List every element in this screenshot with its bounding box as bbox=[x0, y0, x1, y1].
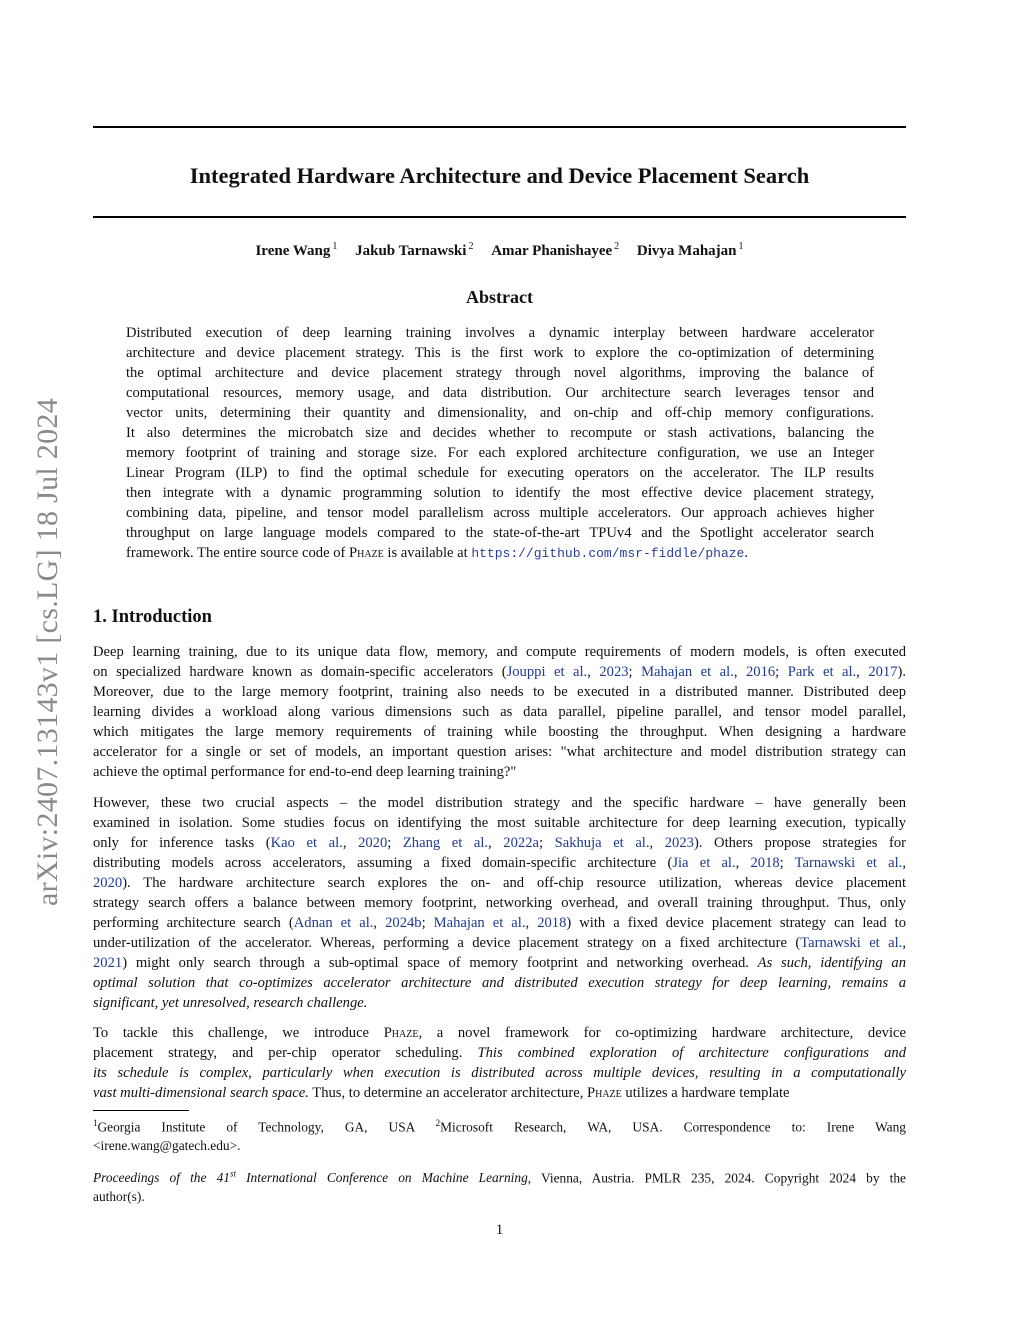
citation-link[interactable]: 2022a bbox=[503, 835, 539, 851]
text-line: Deep learning training, due to its unique data flow, memory, and compute requirements of modern models, is often executed bbox=[93, 644, 906, 660]
citation-link[interactable]: Kao et al. bbox=[270, 835, 343, 851]
top-rule bbox=[93, 126, 906, 128]
citation-link[interactable]: Mahajan et al. bbox=[641, 664, 734, 680]
author: Divya Mahajan $^1$ bbox=[636, 241, 744, 259]
citation-link[interactable]: 2016 bbox=[745, 664, 776, 680]
text-line: distributing models across accelerators, assuming a fixed domain-specific architecture (Jia et al., 2018; Tarnawski et al., bbox=[93, 855, 906, 871]
intro-paragraph-2 bbox=[93, 793, 906, 1013]
citation-link[interactable]: 2024b bbox=[385, 915, 422, 931]
abstract-line: architecture and device placement strategy. This is the first work to explore the co-optimization of determining bbox=[126, 345, 874, 361]
abstract-line: It also determines the microbatch size and decides whether to recompute or stash activations, balancing the bbox=[126, 425, 874, 441]
citation-link[interactable]: 2018 bbox=[750, 855, 780, 871]
abstract-line: vector units, determining their quantity and dimensionality, and on-chip and off-chip memory configurations. bbox=[126, 405, 874, 421]
text-line: vast multi-dimensional search space. Thus, to determine an accelerator architecture, Phaze utilizes a hardware template bbox=[93, 1085, 790, 1101]
author: Amar Phanishayee $^2$ bbox=[491, 241, 620, 259]
text-line: significant, yet unresolved, research challenge. bbox=[93, 995, 368, 1011]
proceedings-note: Proceedings of the 41st International Conference on Machine Learning, Vienna, Austria. PMLR 235, 2024. Copyright 2024 by the author(s). bbox=[93, 1169, 906, 1205]
text-line: only for inference tasks (Kao et al., 2020; Zhang et al., 2022a; Sakhuja et al., 2023). Others propose strategies for bbox=[93, 835, 907, 851]
paper-title: Integrated Hardware Architecture and Device Placement Search bbox=[189, 163, 810, 188]
text-line: optimal solution that co-optimizes accelerator architecture and distributed execution strategy for deep learning, remains a bbox=[93, 975, 906, 991]
page-number: 1 bbox=[495, 1222, 504, 1238]
citation-link[interactable]: 2023 bbox=[664, 835, 694, 851]
abstract-body bbox=[126, 323, 874, 564]
author: Jakub Tarnawski $^2$ bbox=[355, 241, 474, 259]
citation-link[interactable]: Adnan et al. bbox=[293, 915, 374, 931]
abstract-line: memory footprint of training and storage size. For each explored architecture configuration, we use an Integer bbox=[126, 445, 874, 461]
framework-name: Phaze bbox=[383, 1025, 419, 1041]
framework-name: Phaze bbox=[587, 1085, 622, 1101]
arxiv-stamp: arXiv:2407.13143v1 [cs.LG] 18 Jul 2024 bbox=[31, 397, 64, 907]
text-line: placement strategy, and per-chip operator scheduling. This combined exploration of architecture configurations and bbox=[93, 1045, 906, 1061]
title-rule bbox=[93, 216, 906, 218]
abstract-line: the optimal architecture and device placement strategy through novel algorithms, improving the balance of bbox=[126, 365, 874, 381]
citation-link[interactable]: Mahajan et al. bbox=[433, 915, 526, 931]
text-line: Moreover, due to the large memory footprint, training also needs to be executed in a distributed manner. Distributed deep bbox=[93, 684, 906, 700]
abstract-line: computational resources, memory usage, and data distribution. Our architecture search leverages tensor and bbox=[126, 385, 874, 401]
citation-link[interactable]: 2020 bbox=[93, 875, 123, 891]
citation-link[interactable]: Sakhuja et al. bbox=[554, 835, 650, 851]
framework-name: Phaze bbox=[349, 545, 384, 561]
citation-link[interactable]: Tarnawski et al. bbox=[800, 935, 903, 951]
text-line: strategy search offers a balance between memory footprint, networking overhead, and overall training throughput. Thus, only bbox=[93, 895, 906, 911]
author-list bbox=[93, 241, 906, 260]
citation-link[interactable]: 2020 bbox=[358, 835, 388, 851]
citation-link[interactable]: 2023 bbox=[599, 664, 629, 680]
abstract-line: then integrate with a dynamic programming solution to identify the most effective device placement strategy, bbox=[126, 485, 874, 501]
abstract-line: combining data, pipeline, and tensor model parallelism across multiple accelerators. Our approach achieves higher bbox=[126, 505, 874, 521]
abstract-heading: Abstract bbox=[466, 287, 533, 307]
footnote: $^1$Georgia Institute of Technology, GA, USA $^2$Microsoft Research, WA, USA. Correspondence to: Irene Wang <irene.wang@gatech.edu>. bbox=[93, 1118, 906, 1154]
text-line: However, these two crucial aspects – the model distribution strategy and the specific hardware – have generally been bbox=[93, 795, 906, 811]
text-line: its schedule is complex, particularly when execution is distributed across multiple devices, resulting in a computationally bbox=[93, 1065, 906, 1081]
citation-link[interactable]: 2017 bbox=[868, 664, 898, 680]
text-line: performing architecture search (Adnan et al., 2024b; Mahajan et al., 2018) with a fixed device placement strategy can lead to bbox=[93, 915, 907, 931]
text-line: To tackle this challenge, we introduce Phaze, a novel framework for co-optimizing hardware architecture, device bbox=[93, 1025, 906, 1041]
text-line: achieve the optimal performance for end-to-end deep learning training?" bbox=[93, 764, 517, 780]
abstract-line: framework. The entire source code of Phaze is available at https://github.com/msr-fiddle/phaze. bbox=[126, 545, 749, 561]
citation-link[interactable]: Zhang et al. bbox=[402, 835, 489, 851]
text-line: under-utilization of the accelerator. Whereas, performing a device placement strategy on a fixed architecture (Tarnawski et al., bbox=[93, 935, 906, 951]
author: Irene Wang $^1$ bbox=[255, 241, 338, 259]
repo-link[interactable]: https://github.com/msr-fiddle/phaze bbox=[471, 546, 745, 561]
intro-paragraph-3 bbox=[93, 1023, 906, 1103]
citation-link[interactable]: Jouppi et al. bbox=[506, 664, 588, 680]
citation-link[interactable]: Tarnawski et al. bbox=[794, 855, 903, 871]
text-line: learning divides a workload along various dimensions such as data parallel, pipeline parallel, and tensor model parallel, bbox=[93, 704, 906, 720]
text-line: 2021) might only search through a sub-optimal space of memory footprint and networking overhead. As such, identifying an bbox=[93, 955, 906, 971]
citation-link[interactable]: Park et al. bbox=[787, 664, 857, 680]
section-heading: 1. Introduction bbox=[93, 607, 212, 627]
text-line: 2020). The hardware architecture search explores the on- and off-chip resource utilization, whereas device placement bbox=[93, 875, 906, 891]
text-line: examined in isolation. Some studies focus on identifying the most suitable architecture for deep learning execution, typically bbox=[93, 815, 906, 831]
text-line: accelerator for a single or set of models, an important question arises: "what architecture and model distribution strategy can bbox=[93, 744, 906, 760]
intro-paragraph-1 bbox=[93, 642, 906, 782]
citation-link[interactable]: 2018 bbox=[537, 915, 567, 931]
footnote-rule bbox=[93, 1110, 189, 1111]
abstract-line: Linear Program (ILP) to find the optimal schedule for executing operators on the accelerator. The ILP results bbox=[126, 465, 874, 481]
text-line: which mitigates the large memory requirements of training while boosting the throughput. When designing a hardware bbox=[93, 724, 906, 740]
citation-link[interactable]: 2021 bbox=[93, 955, 123, 971]
abstract-line: throughput on large language models compared to the state-of-the-art TPUv4 and the Spotlight accelerator search bbox=[126, 525, 874, 541]
citation-link[interactable]: Jia et al. bbox=[672, 855, 736, 871]
abstract-line: Distributed execution of deep learning training involves a dynamic interplay between hardware accelerator bbox=[126, 325, 874, 341]
text-line: on specialized hardware known as domain-specific accelerators (Jouppi et al., 2023; Mahajan et al., 2016; Park et al., 2017). bbox=[93, 664, 907, 680]
